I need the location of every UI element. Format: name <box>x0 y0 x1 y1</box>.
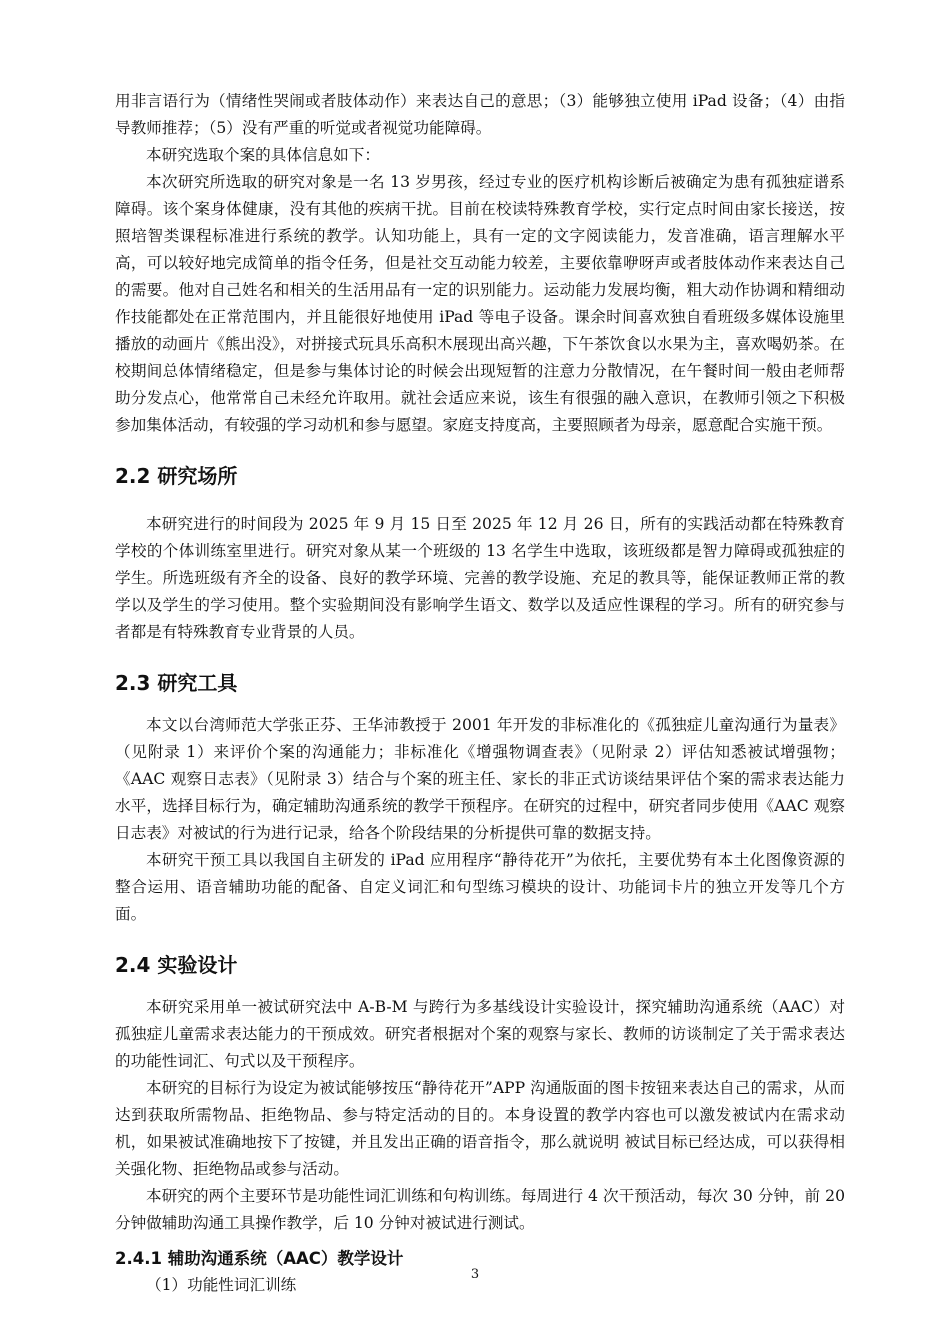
intro-continuation-paragraph: 用非言语行为（情绪性哭闹或者肢体动作）来表达自己的意思；（3）能够独立使用 iPad 设备；（4）由指导教师推荐；（5）没有严重的听觉或者视觉功能障碍。 <box>115 92 845 137</box>
case-intro-paragraph: 本研究选取个案的具体信息如下： <box>146 146 380 164</box>
section-2-3-body-1: 本文以台湾师范大学张正芬、王华沛教授于 2001 年开发的非标准化的《孤独症儿童沟通行为量表》（见附录 1）来评价个案的沟通能力；非标准化《增强物调查表》（见附录 2）评估知悉被试增强物；《AAC 观察日志表》（见附录 3）结合与个案的班主任、家长的非正式访谈结果评估个案的需求表达能力水平，选择目标行为，确定辅助沟通系统的教学干预程序。在研究的过程中，研究者同步使用《AAC 观察日志表》对被试的行为进行记录，给各个阶段结果的分析提供可靠的数据支持。 <box>115 716 845 842</box>
page-number: 3 <box>470 1267 480 1282</box>
section-2-3-heading: 2.3 研究工具 <box>115 671 238 695</box>
section-2-4-body-2: 本研究的目标行为设定为被试能够按压“静待花开”APP 沟通版面的图卡按钮来表达自己的需求，从而达到获取所需物品、拒绝物品、参与特定活动的目的。本身设置的教学内容也可以激发被试内在需求动机，如果被试准确地按下了按键，并且发出正确的语音指令，那么就说明 被试目标已经达成，可以获得相关强化物、拒绝物品或参与活动。 <box>115 1079 845 1178</box>
section-2-4-body-1: 本研究采用单一被试研究法中 A-B-M 与跨行为多基线设计实验设计，探究辅助沟通系统（AAC）对孤独症儿童需求表达能力的干预成效。研究者根据对个案的观察与家长、教师的访谈制定了关于需求表达的功能性词汇、句式以及干预程序。 <box>115 998 845 1070</box>
list-item-functional-vocabulary: （1）功能性词汇训练 <box>146 1276 297 1294</box>
section-2-2-heading: 2.2 研究场所 <box>115 464 238 488</box>
section-2-4-body-3: 本研究的两个主要环节是功能性词汇训练和句构训练。每周进行 4 次干预活动，每次 30 分钟，前 20 分钟做辅助沟通工具操作教学，后 10 分钟对被试进行测试。 <box>115 1187 845 1232</box>
page-content <box>115 88 845 1299</box>
case-detail-paragraph: 本次研究所选取的研究对象是一名 13 岁男孩，经过专业的医疗机构诊断后被确定为患有孤独症谱系障碍。该个案身体健康，没有其他的疾病干扰。目前在校读特殊教育学校，实行定点时间由家长接送，按照培智类课程标准进行系统的教学。认知功能上，具有一定的文字阅读能力，发音准确，语言理解水平高，可以较好地完成简单的指令任务，但是社交互动能力较差，主要依靠咿呀声或者肢体动作来表达自己的需要。他对自己姓名和相关的生活用品有一定的识别能力。运动能力发展均衡，粗大动作协调和精细动作技能都处在正常范围内，并且能很好地使用 iPad 等电子设备。课余时间喜欢独自看班级多媒体设施里播放的动画片《熊出没》，对拼接式玩具乐高积木展现出高兴趣，下午茶饮食以水果为主，喜欢喝奶茶。在校期间总体情绪稳定，但是参与集体讨论的时候会出现短暂的注意力分散情况，在午餐时间一般由老师帮助分发点心，他常常自己未经允许取用。就社会适应来说，该生有很强的融入意识，在教师引领之下积极参加集体活动，有较强的学习动机和参与愿望。家庭支持度高，主要照顾者为母亲，愿意配合实施干预。 <box>115 173 845 434</box>
section-2-4-heading: 2.4 实验设计 <box>115 953 238 977</box>
section-2-3-body-2: 本研究干预工具以我国自主研发的 iPad 应用程序“静待花开”为依托，主要优势有本土化图像资源的整合运用、语音辅助功能的配备、自定义词汇和句型练习模块的设计、功能词卡片的独立开发等几个方面。 <box>115 851 845 923</box>
section-2-4-1-heading: 2.4.1 辅助沟通系统（AAC）教学设计 <box>115 1249 404 1268</box>
section-2-2-body: 本研究进行的时间段为 2025 年 9 月 15 日至 2025 年 12 月 26 日，所有的实践活动都在特殊教育学校的个体训练室里进行。研究对象从某一个班级的 13 名学生中选取，该班级都是智力障碍或孤独症的学生。所选班级有齐全的设备、良好的教学环境、完善的教学设施、充足的教具等，能保证教师正常的教学以及学生的学习使用。整个实验期间没有影响学生语文、数学以及适应性课程的学习。所有的研究参与者都是有特殊教育专业背景的人员。 <box>115 515 845 641</box>
